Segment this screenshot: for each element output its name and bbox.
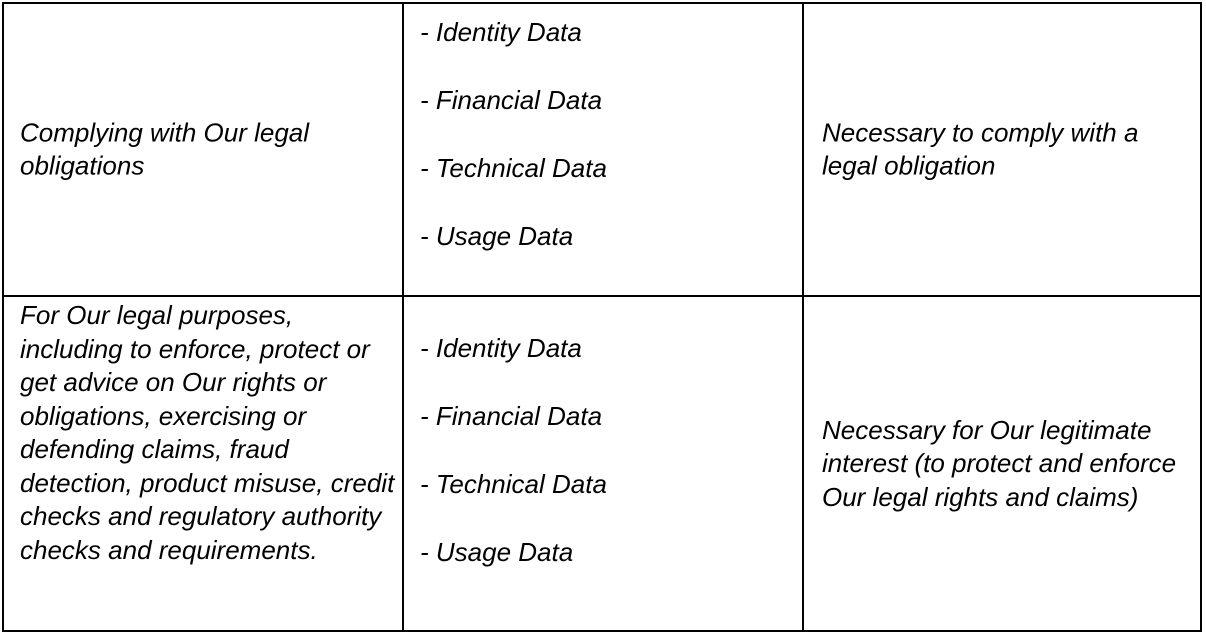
list-item: - Technical Data <box>420 153 607 183</box>
list-item: - Technical Data <box>420 469 607 499</box>
data-processing-table <box>2 2 1202 632</box>
list-item: - Usage Data <box>420 537 574 567</box>
purpose-cell <box>4 4 404 295</box>
list-item: - Financial Data <box>420 401 603 431</box>
purpose-cell <box>4 297 404 630</box>
lawful-basis-text: Necessary for Our legitimate interest (to protect and enforce Our legal rights and claims) <box>822 414 1177 512</box>
list-item: - Financial Data <box>420 85 603 115</box>
data-types-cell <box>406 297 804 630</box>
data-types-list <box>420 332 607 570</box>
data-types-list <box>420 16 607 254</box>
purpose-text: Complying with Our legal obligations <box>20 117 310 181</box>
lawful-basis-cell <box>806 297 1200 630</box>
lawful-basis-cell <box>806 4 1200 295</box>
list-item: - Usage Data <box>420 221 574 251</box>
list-item: - Identity Data <box>420 17 582 47</box>
table-row <box>4 4 1200 297</box>
table-row <box>4 297 1200 630</box>
list-item: - Identity Data <box>420 333 582 363</box>
data-types-cell <box>406 4 804 295</box>
purpose-text: For Our legal purposes, including to enforce, protect or get advice on Our rights or obligations, exercising or defending claims, fraud detection, product misuse, credit checks and regulatory authority checks and requirements. <box>20 300 395 565</box>
lawful-basis-text: Necessary to comply with a legal obligation <box>822 117 1139 181</box>
